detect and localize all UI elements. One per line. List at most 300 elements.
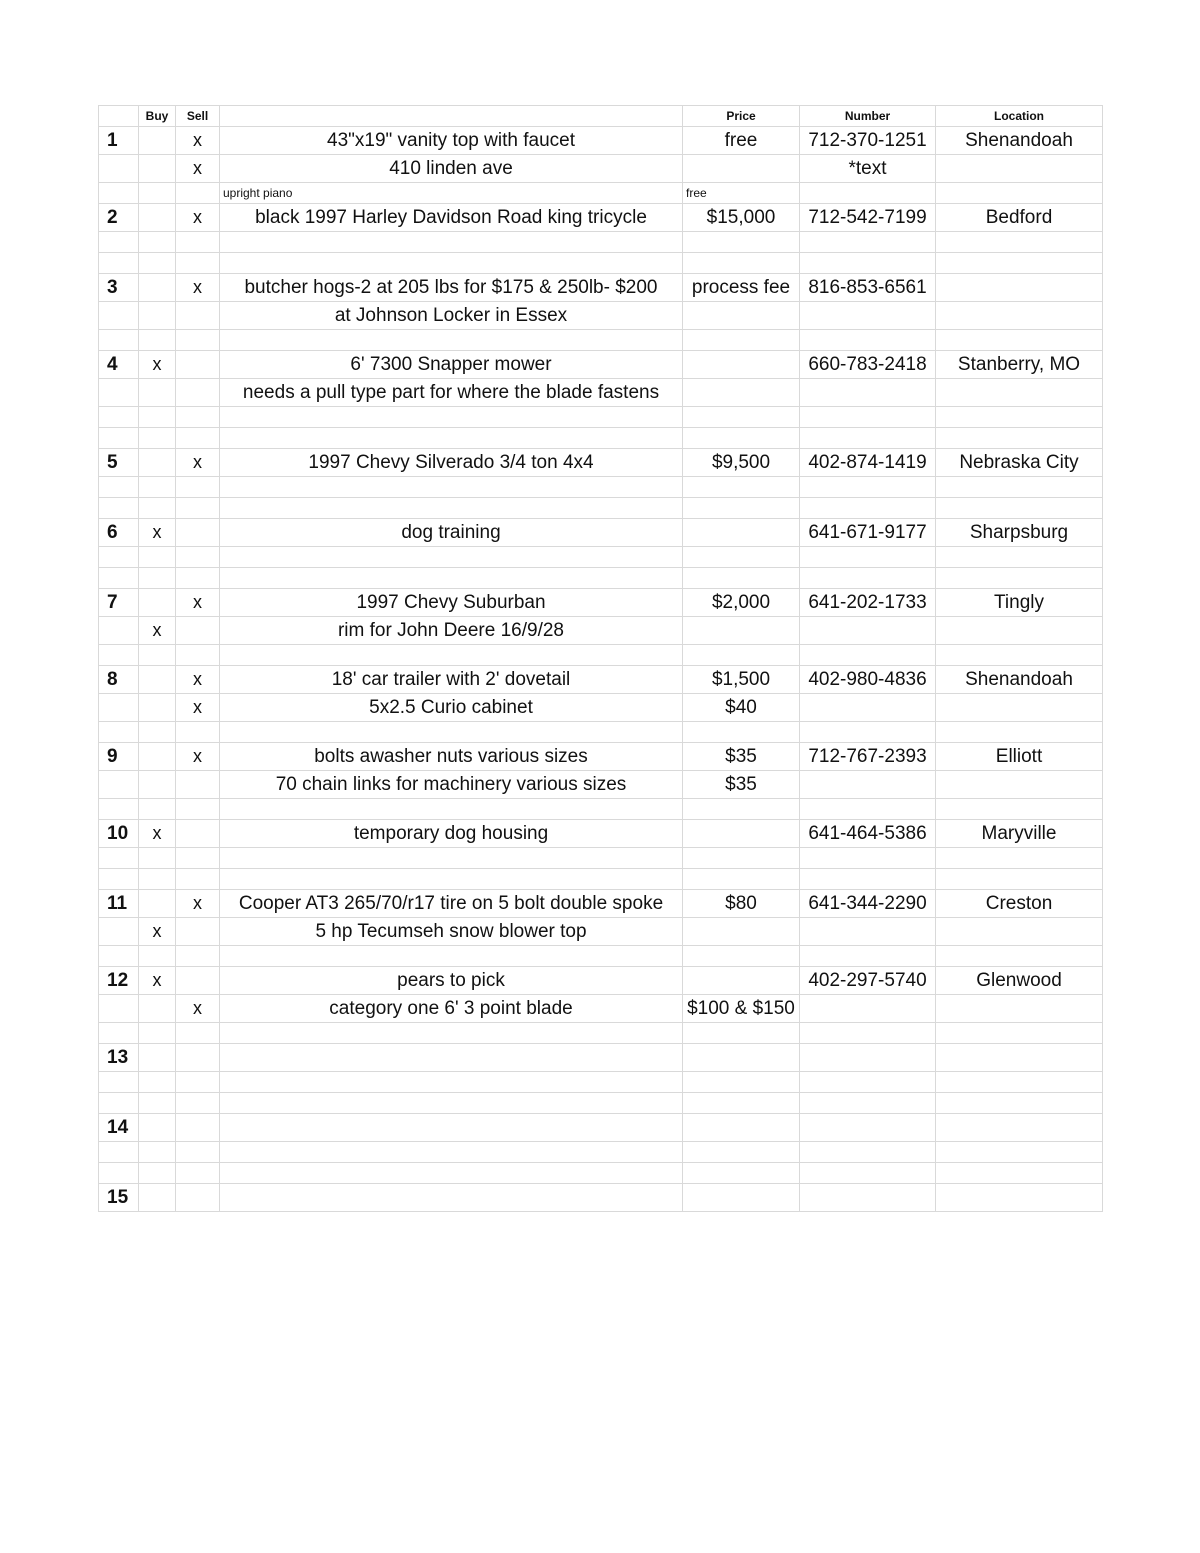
item-price: $40 <box>683 694 800 722</box>
table-row <box>99 547 1103 568</box>
item-location <box>936 946 1103 967</box>
item-price <box>683 498 800 519</box>
table-row <box>99 799 1103 820</box>
number-header: Number <box>800 106 936 127</box>
item-description <box>220 1142 683 1163</box>
item-description: 1997 Chevy Silverado 3/4 ton 4x4 <box>220 449 683 477</box>
item-description <box>220 1044 683 1072</box>
phone-number <box>800 232 936 253</box>
buy-mark <box>139 890 176 918</box>
item-price <box>683 1023 800 1044</box>
sell-mark <box>176 1093 220 1114</box>
phone-number <box>800 918 936 946</box>
sell-mark <box>176 519 220 547</box>
item-location: Nebraska City <box>936 449 1103 477</box>
item-location <box>936 848 1103 869</box>
table-row <box>99 232 1103 253</box>
item-description <box>220 848 683 869</box>
item-description <box>220 1114 683 1142</box>
item-location <box>936 722 1103 743</box>
table-row <box>99 477 1103 498</box>
item-description <box>220 1163 683 1184</box>
classifieds-sheet <box>98 105 1102 1212</box>
sell-mark <box>176 351 220 379</box>
sell-mark <box>176 617 220 645</box>
item-location <box>936 1023 1103 1044</box>
item-price <box>683 848 800 869</box>
item-location <box>936 274 1103 302</box>
item-price <box>683 967 800 995</box>
table-row <box>99 519 1103 547</box>
table-row <box>99 1072 1103 1093</box>
sell-mark <box>176 568 220 589</box>
sell-mark: x <box>176 274 220 302</box>
item-location <box>936 183 1103 204</box>
table-row <box>99 890 1103 918</box>
buy-mark <box>139 204 176 232</box>
sell-mark <box>176 799 220 820</box>
item-description <box>220 1023 683 1044</box>
listings-table <box>98 105 1103 1212</box>
sell-mark <box>176 869 220 890</box>
buy-mark <box>139 946 176 967</box>
row-number <box>99 1093 139 1114</box>
row-number <box>99 645 139 666</box>
item-description: 5 hp Tecumseh snow blower top <box>220 918 683 946</box>
row-number <box>99 428 139 449</box>
item-description: 410 linden ave <box>220 155 683 183</box>
buy-mark <box>139 1072 176 1093</box>
buy-mark <box>139 1023 176 1044</box>
buy-mark <box>139 547 176 568</box>
buy-mark <box>139 1044 176 1072</box>
sell-mark <box>176 547 220 568</box>
table-row <box>99 1093 1103 1114</box>
item-location: Shenandoah <box>936 127 1103 155</box>
sell-mark <box>176 477 220 498</box>
item-description <box>220 477 683 498</box>
table-row <box>99 694 1103 722</box>
item-description <box>220 1072 683 1093</box>
item-description: category one 6' 3 point blade <box>220 995 683 1023</box>
item-location <box>936 1163 1103 1184</box>
phone-number <box>800 1163 936 1184</box>
buy-mark <box>139 428 176 449</box>
item-description: 6' 7300 Snapper mower <box>220 351 683 379</box>
item-price <box>683 477 800 498</box>
table-row <box>99 1184 1103 1212</box>
item-description <box>220 232 683 253</box>
phone-number <box>800 477 936 498</box>
row-number <box>99 330 139 351</box>
item-description <box>220 498 683 519</box>
phone-number <box>800 869 936 890</box>
table-row <box>99 428 1103 449</box>
sell-mark <box>176 918 220 946</box>
buy-mark <box>139 274 176 302</box>
phone-number <box>800 1142 936 1163</box>
row-number <box>99 253 139 274</box>
row-number <box>99 617 139 645</box>
item-price: $100 & $150 <box>683 995 800 1023</box>
phone-number: *text <box>800 155 936 183</box>
phone-number: 641-344-2290 <box>800 890 936 918</box>
item-price <box>683 568 800 589</box>
phone-number: 402-874-1419 <box>800 449 936 477</box>
row-number <box>99 869 139 890</box>
item-location <box>936 918 1103 946</box>
item-description: butcher hogs-2 at 205 lbs for $175 & 250lb- $200 <box>220 274 683 302</box>
item-description: Cooper AT3 265/70/r17 tire on 5 bolt double spoke <box>220 890 683 918</box>
row-number <box>99 722 139 743</box>
phone-number <box>800 1072 936 1093</box>
item-location <box>936 1044 1103 1072</box>
item-description <box>220 799 683 820</box>
buy-mark: x <box>139 519 176 547</box>
phone-number: 402-297-5740 <box>800 967 936 995</box>
buy-mark <box>139 694 176 722</box>
item-description <box>220 946 683 967</box>
sell-mark <box>176 428 220 449</box>
row-number: 2 <box>99 204 139 232</box>
row-number <box>99 995 139 1023</box>
row-number: 9 <box>99 743 139 771</box>
sell-mark: x <box>176 155 220 183</box>
row-number: 12 <box>99 967 139 995</box>
item-price <box>683 1072 800 1093</box>
phone-number: 816-853-6561 <box>800 274 936 302</box>
sell-mark <box>176 232 220 253</box>
sell-mark <box>176 407 220 428</box>
item-price: $9,500 <box>683 449 800 477</box>
sell-mark <box>176 330 220 351</box>
phone-number <box>800 1093 936 1114</box>
table-row <box>99 645 1103 666</box>
sell-mark: x <box>176 666 220 694</box>
phone-number <box>800 848 936 869</box>
item-location <box>936 1093 1103 1114</box>
phone-number: 641-671-9177 <box>800 519 936 547</box>
sell-mark <box>176 1023 220 1044</box>
row-number <box>99 694 139 722</box>
sell-mark <box>176 498 220 519</box>
item-price: $35 <box>683 771 800 799</box>
buy-mark <box>139 995 176 1023</box>
row-number <box>99 848 139 869</box>
buy-mark <box>139 1184 176 1212</box>
item-location <box>936 232 1103 253</box>
row-number <box>99 799 139 820</box>
table-row <box>99 771 1103 799</box>
phone-number: 402-980-4836 <box>800 666 936 694</box>
table-row <box>99 127 1103 155</box>
item-description: needs a pull type part for where the blade fastens <box>220 379 683 407</box>
item-location <box>936 547 1103 568</box>
phone-number <box>800 407 936 428</box>
item-location <box>936 302 1103 330</box>
buy-mark: x <box>139 967 176 995</box>
phone-number <box>800 547 936 568</box>
row-number: 4 <box>99 351 139 379</box>
sell-mark: x <box>176 204 220 232</box>
item-price <box>683 617 800 645</box>
item-description <box>220 568 683 589</box>
buy-mark <box>139 302 176 330</box>
item-price <box>683 155 800 183</box>
item-price <box>683 232 800 253</box>
buy-mark: x <box>139 617 176 645</box>
buy-mark <box>139 869 176 890</box>
buy-mark <box>139 1093 176 1114</box>
item-location <box>936 1072 1103 1093</box>
buy-header: Buy <box>139 106 176 127</box>
table-row <box>99 274 1103 302</box>
header-row <box>99 106 1103 127</box>
item-description <box>220 330 683 351</box>
item-location <box>936 1142 1103 1163</box>
table-row <box>99 1114 1103 1142</box>
row-number: 7 <box>99 589 139 617</box>
buy-mark <box>139 183 176 204</box>
buy-mark <box>139 1114 176 1142</box>
phone-number <box>800 1184 936 1212</box>
buy-mark <box>139 253 176 274</box>
buy-mark <box>139 155 176 183</box>
item-location <box>936 645 1103 666</box>
item-location: Creston <box>936 890 1103 918</box>
sell-mark <box>176 946 220 967</box>
sell-mark <box>176 1114 220 1142</box>
item-price <box>683 645 800 666</box>
item-price: $35 <box>683 743 800 771</box>
item-price <box>683 1184 800 1212</box>
item-description: 5x2.5 Curio cabinet <box>220 694 683 722</box>
table-row <box>99 379 1103 407</box>
table-row <box>99 967 1103 995</box>
item-description <box>220 547 683 568</box>
phone-number <box>800 645 936 666</box>
phone-number: 641-464-5386 <box>800 820 936 848</box>
item-price <box>683 1114 800 1142</box>
row-number <box>99 232 139 253</box>
buy-mark <box>139 568 176 589</box>
phone-number <box>800 694 936 722</box>
item-location <box>936 407 1103 428</box>
row-number: 8 <box>99 666 139 694</box>
item-price <box>683 946 800 967</box>
table-row <box>99 722 1103 743</box>
phone-number: 712-370-1251 <box>800 127 936 155</box>
table-row <box>99 743 1103 771</box>
sell-mark <box>176 722 220 743</box>
buy-mark <box>139 722 176 743</box>
row-number <box>99 498 139 519</box>
item-price <box>683 1163 800 1184</box>
row-number: 13 <box>99 1044 139 1072</box>
buy-mark <box>139 848 176 869</box>
item-location <box>936 477 1103 498</box>
row-number <box>99 407 139 428</box>
item-location <box>936 498 1103 519</box>
phone-number <box>800 1023 936 1044</box>
table-row <box>99 568 1103 589</box>
row-number <box>99 379 139 407</box>
buy-mark <box>139 666 176 694</box>
item-location <box>936 995 1103 1023</box>
buy-mark <box>139 799 176 820</box>
phone-number: 712-767-2393 <box>800 743 936 771</box>
row-number: 5 <box>99 449 139 477</box>
buy-mark <box>139 449 176 477</box>
item-price <box>683 428 800 449</box>
phone-number <box>800 995 936 1023</box>
table-row <box>99 617 1103 645</box>
item-location: Elliott <box>936 743 1103 771</box>
row-number <box>99 946 139 967</box>
phone-number: 641-202-1733 <box>800 589 936 617</box>
item-price <box>683 1044 800 1072</box>
buy-mark <box>139 127 176 155</box>
buy-mark: x <box>139 351 176 379</box>
item-description: 1997 Chevy Suburban <box>220 589 683 617</box>
item-price: $15,000 <box>683 204 800 232</box>
sell-mark <box>176 820 220 848</box>
table-row <box>99 204 1103 232</box>
phone-number <box>800 722 936 743</box>
item-price: free <box>683 183 800 204</box>
item-price <box>683 351 800 379</box>
table-row <box>99 946 1103 967</box>
buy-mark <box>139 1163 176 1184</box>
item-price: free <box>683 127 800 155</box>
row-number <box>99 183 139 204</box>
item-location: Glenwood <box>936 967 1103 995</box>
row-number: 15 <box>99 1184 139 1212</box>
item-location: Shenandoah <box>936 666 1103 694</box>
item-description <box>220 645 683 666</box>
row-number <box>99 1072 139 1093</box>
description-header <box>220 106 683 127</box>
sell-mark: x <box>176 995 220 1023</box>
sell-mark: x <box>176 694 220 722</box>
sell-mark <box>176 253 220 274</box>
sell-mark <box>176 1044 220 1072</box>
phone-number <box>800 1114 936 1142</box>
item-location: Stanberry, MO <box>936 351 1103 379</box>
item-location <box>936 694 1103 722</box>
table-row <box>99 869 1103 890</box>
item-location <box>936 379 1103 407</box>
table-row <box>99 253 1103 274</box>
table-row <box>99 589 1103 617</box>
item-location <box>936 568 1103 589</box>
sell-mark <box>176 1142 220 1163</box>
sell-mark <box>176 1163 220 1184</box>
row-number: 10 <box>99 820 139 848</box>
price-header: Price <box>683 106 800 127</box>
item-description <box>220 1184 683 1212</box>
buy-mark <box>139 407 176 428</box>
item-location: Sharpsburg <box>936 519 1103 547</box>
buy-mark <box>139 1142 176 1163</box>
table-row <box>99 498 1103 519</box>
sell-mark <box>176 967 220 995</box>
sell-header: Sell <box>176 106 220 127</box>
phone-number <box>800 568 936 589</box>
item-price <box>683 330 800 351</box>
item-price: $1,500 <box>683 666 800 694</box>
phone-number <box>800 428 936 449</box>
item-description: 43"x19" vanity top with faucet <box>220 127 683 155</box>
sell-mark <box>176 645 220 666</box>
buy-mark <box>139 498 176 519</box>
item-description: rim for John Deere 16/9/28 <box>220 617 683 645</box>
item-price: process fee <box>683 274 800 302</box>
buy-mark: x <box>139 820 176 848</box>
item-price <box>683 407 800 428</box>
row-number <box>99 1163 139 1184</box>
item-location <box>936 1184 1103 1212</box>
item-description <box>220 428 683 449</box>
item-description: 70 chain links for machinery various sizes <box>220 771 683 799</box>
sell-mark: x <box>176 890 220 918</box>
table-row <box>99 918 1103 946</box>
buy-mark <box>139 771 176 799</box>
buy-mark <box>139 379 176 407</box>
table-row <box>99 995 1103 1023</box>
row-number <box>99 547 139 568</box>
sell-mark <box>176 848 220 869</box>
item-description <box>220 722 683 743</box>
sell-mark: x <box>176 449 220 477</box>
item-description: upright piano <box>220 183 683 204</box>
item-location <box>936 1114 1103 1142</box>
item-price <box>683 547 800 568</box>
table-row <box>99 183 1103 204</box>
item-description: bolts awasher nuts various sizes <box>220 743 683 771</box>
item-location <box>936 428 1103 449</box>
phone-number <box>800 946 936 967</box>
row-number: 6 <box>99 519 139 547</box>
table-row <box>99 666 1103 694</box>
sell-mark <box>176 183 220 204</box>
item-location <box>936 617 1103 645</box>
item-description: dog training <box>220 519 683 547</box>
table-row <box>99 1163 1103 1184</box>
row-number <box>99 771 139 799</box>
row-number <box>99 302 139 330</box>
item-price <box>683 379 800 407</box>
table-row <box>99 302 1103 330</box>
phone-number <box>800 302 936 330</box>
item-price <box>683 302 800 330</box>
sell-mark <box>176 771 220 799</box>
phone-number <box>800 330 936 351</box>
table-row <box>99 848 1103 869</box>
row-number <box>99 155 139 183</box>
buy-mark <box>139 330 176 351</box>
row-number: 11 <box>99 890 139 918</box>
row-number <box>99 918 139 946</box>
sell-mark <box>176 1072 220 1093</box>
location-header: Location <box>936 106 1103 127</box>
item-price: $80 <box>683 890 800 918</box>
sell-mark <box>176 302 220 330</box>
row-number <box>99 477 139 498</box>
table-row <box>99 1023 1103 1044</box>
row-number: 1 <box>99 127 139 155</box>
sell-mark: x <box>176 743 220 771</box>
